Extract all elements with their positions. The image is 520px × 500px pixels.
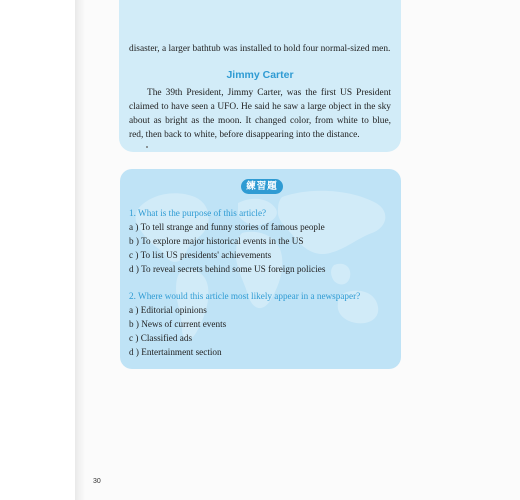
article-paragraph-line-4: red, then back to white, before disappearing into the distance. — [129, 130, 360, 140]
question-1-option-d[interactable]: d ) To reveal secrets behind some US foreign policies — [129, 264, 326, 274]
article-heading: Jimmy Carter — [226, 69, 294, 81]
article-box — [119, 0, 401, 152]
question-1-option-a[interactable]: a ) To tell strange and funny stories of famous people — [129, 222, 325, 232]
question-1-option-b[interactable]: b ) To explore major historical events in the US — [129, 236, 304, 246]
question-2-option-c[interactable]: c ) Classified ads — [129, 333, 193, 343]
question-2-option-d[interactable]: d ) Entertainment section — [129, 347, 222, 357]
article-paragraph-line-3: about as bright as the moon. It changed color, from white to blue, — [129, 116, 391, 126]
exercise-badge: 練習題 — [241, 179, 283, 194]
question-1: 1. What is the purpose of this article? — [129, 208, 267, 218]
question-2-option-a[interactable]: a ) Editorial opinions — [129, 305, 207, 315]
article-paragraph-line-1: The 39th President, Jimmy Carter, was the first US President — [147, 88, 391, 98]
question-2: 2. Where would this article most likely appear in a newspaper? — [129, 291, 361, 301]
article-paragraph-line-2: claimed to have seen a UFO. He said he saw a large object in the sky — [129, 102, 391, 112]
article-top-line: disaster, a larger bathtub was installed to hold four normal-sized men. — [129, 44, 391, 54]
page-number: 30 — [93, 478, 101, 485]
stray-dot — [146, 146, 148, 148]
question-2-option-b[interactable]: b ) News of current events — [129, 319, 227, 329]
exercise-box — [120, 169, 401, 369]
question-1-option-c[interactable]: c ) To list US presidents' achievements — [129, 250, 272, 260]
page-gutter-shadow — [75, 0, 85, 500]
